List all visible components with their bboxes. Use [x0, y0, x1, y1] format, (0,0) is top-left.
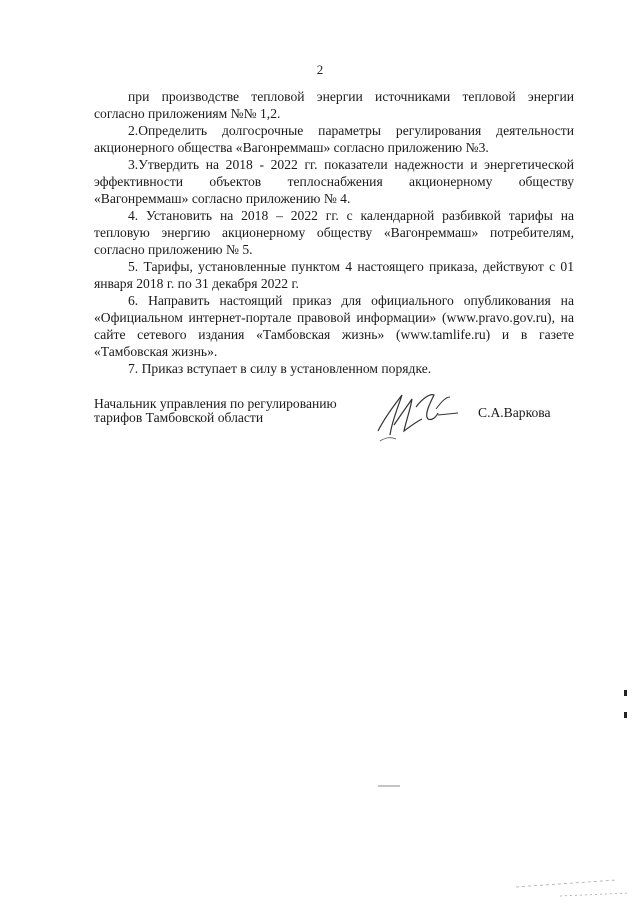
- signer-position-line2: тарифов Тамбовской области: [94, 410, 264, 425]
- signer-position-line1: Начальник управления по регулированию: [94, 396, 337, 411]
- paragraph-item-3: 3.Утвердить на 2018 - 2022 гг. показатели надежности и энергетической эффективности объектов теплоснабжения акционерному обществу «Вагонреммаш» согласно приложению № 4.: [94, 157, 574, 206]
- signer-name: С.А.Варкова: [478, 405, 551, 420]
- paragraph-continuation: при производстве тепловой энергии источниками тепловой энергии согласно приложениям №№ 1,2.: [94, 89, 574, 121]
- paragraph-item-4: 4. Установить на 2018 – 2022 гг. с календарной разбивкой тарифы на тепловую энергию акционерному обществу «Вагонреммаш» потребителям, согласно приложению № 5.: [94, 208, 574, 257]
- paragraph-item-2: 2.Определить долгосрочные параметры регулирования деятельности акционерного общества «Вагонреммаш» согласно приложению №3.: [94, 123, 574, 155]
- page-number: 2: [316, 62, 324, 77]
- paragraph-item-5: 5. Тарифы, установленные пунктом 4 настоящего приказа, действуют с 01 января 2018 г. по 31 декабря 2022 г.: [94, 259, 574, 291]
- paragraph-item-7: 7. Приказ вступает в силу в установленном порядке.: [128, 361, 432, 376]
- paragraph-item-6: 6. Направить настоящий приказ для официального опубликования на «Официальном интернет-портале правовой информации» (www.pravo.gov.ru), на сайте сетевого издания «Тамбовская жизнь» (www.tamlife.ru) и в газете «Тамбовская жизнь».: [94, 293, 574, 359]
